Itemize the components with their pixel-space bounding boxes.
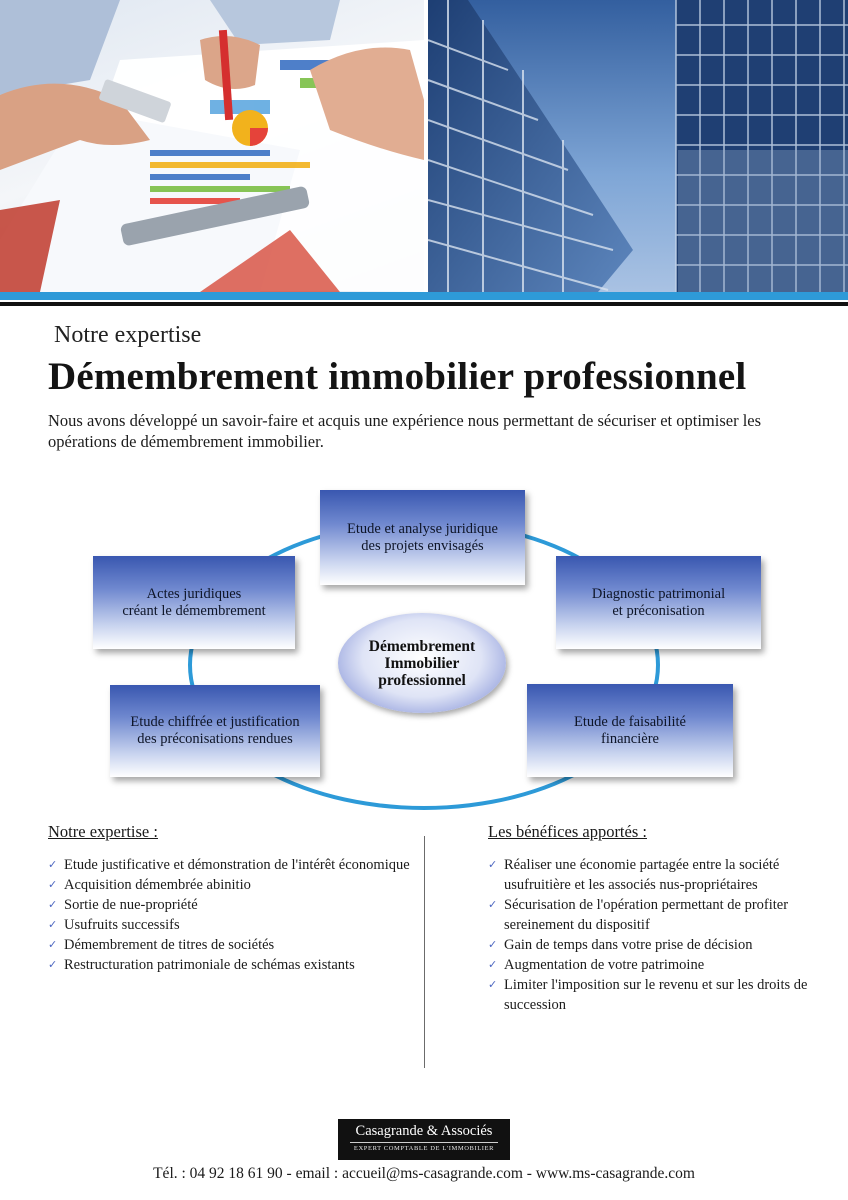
center-line: professionnel <box>378 671 466 689</box>
process-diagram <box>0 480 848 820</box>
checkmark-icon: ✓ <box>48 898 58 911</box>
office-building-photo <box>428 0 848 292</box>
checkmark-icon: ✓ <box>488 858 498 871</box>
diagram-box-line: financière <box>601 730 659 747</box>
page-title: Démembrement immobilier professionnel <box>48 355 747 398</box>
list-item-text: Démembrement de titres de sociétés <box>64 937 275 953</box>
list-item-text: Augmentation de votre patrimoine <box>504 957 705 973</box>
list-item-text: Restructuration patrimoniale de schémas existants <box>64 957 355 973</box>
separator-rule <box>0 302 848 306</box>
diagram-box-quantified-study <box>110 685 320 777</box>
company-logo <box>338 1119 510 1160</box>
center-line: Immobilier <box>384 654 460 672</box>
diagram-box-legal-analysis <box>320 490 525 585</box>
logo-brand-name: Casagrande & Associés <box>355 1123 493 1139</box>
intro-paragraph: Nous avons développé un savoir-faire et acquis une expérience nous permettant de sécuriser et optimiser les opérations de démembrement immobilier. <box>48 411 762 451</box>
list-item <box>48 955 420 975</box>
diagram-box-line: Etude et analyse juridique <box>347 520 498 537</box>
list-item <box>488 895 808 935</box>
diagram-box-line: Etude de faisabilité <box>574 713 686 730</box>
checkmark-icon: ✓ <box>48 918 58 931</box>
diagram-box-legal-acts <box>93 556 295 649</box>
benefits-column <box>488 822 808 1015</box>
expertise-column <box>48 822 420 975</box>
finance-documents-photo <box>0 0 424 292</box>
logo-tagline: EXPERT COMPTABLE DE L'IMMOBILIER <box>350 1142 498 1152</box>
checkmark-icon: ✓ <box>48 858 58 871</box>
list-item-text: Sortie de nue-propriété <box>64 897 198 913</box>
diagram-box-line: des préconisations rendues <box>137 731 293 747</box>
expertise-heading: Notre expertise : <box>48 822 158 841</box>
column-divider <box>424 836 425 1068</box>
diagram-box-line: Etude chiffrée et justification <box>130 714 300 730</box>
benefits-list <box>488 855 808 1015</box>
list-item-text: Gain de temps dans votre prise de décision <box>504 937 753 953</box>
list-item-text: Acquisition démembrée abinitio <box>64 877 251 893</box>
expertise-list <box>48 855 420 975</box>
diagram-box-financial-feasibility <box>527 684 733 777</box>
list-item <box>48 915 420 935</box>
list-item <box>48 875 420 895</box>
diagram-center-ellipse <box>338 613 506 713</box>
list-item-text: Usufruits successifs <box>64 917 180 933</box>
checkmark-icon: ✓ <box>48 878 58 891</box>
hero-banner <box>0 0 848 292</box>
list-item <box>488 855 808 895</box>
accent-band <box>0 292 848 300</box>
checkmark-icon: ✓ <box>488 978 498 991</box>
checkmark-icon: ✓ <box>488 938 498 951</box>
section-kicker: Notre expertise <box>54 322 202 348</box>
benefits-heading: Les bénéfices apportés : <box>488 822 647 841</box>
diagram-box-line: et préconisation <box>612 602 705 619</box>
diagram-box-patrimonial-diagnosis <box>556 556 761 649</box>
center-line: Démembrement <box>368 637 476 655</box>
list-item-text: Sécurisation de l'opération permettant de profiter sereinement du dispositif <box>504 897 789 933</box>
diagram-box-line: Diagnostic patrimonial <box>591 585 726 602</box>
checkmark-icon: ✓ <box>48 958 58 971</box>
checkmark-icon: ✓ <box>488 958 498 971</box>
list-item <box>48 935 420 955</box>
diagram-box-line: des projets envisagés <box>361 537 484 554</box>
list-item <box>488 935 808 955</box>
list-item-text: Réaliser une économie partagée entre la société usufruitière et les associés nus-propriétaires <box>504 857 780 893</box>
contact-line: Tél. : 04 92 18 61 90 - email : accueil@ms-casagrande.com - www.ms-casagrande.com <box>153 1165 695 1182</box>
list-item-text: Etude justificative et démonstration de l'intérêt économique <box>64 857 410 873</box>
list-item <box>48 895 420 915</box>
list-item <box>488 955 808 975</box>
list-item <box>48 855 420 875</box>
checkmark-icon: ✓ <box>488 898 498 911</box>
checkmark-icon: ✓ <box>48 938 58 951</box>
diagram-box-line: Actes juridiques <box>146 585 242 602</box>
list-item <box>488 975 808 1015</box>
list-item-text: Limiter l'imposition sur le revenu et sur les droits de succession <box>504 977 808 1013</box>
diagram-box-line: créant le démembrement <box>122 602 266 619</box>
